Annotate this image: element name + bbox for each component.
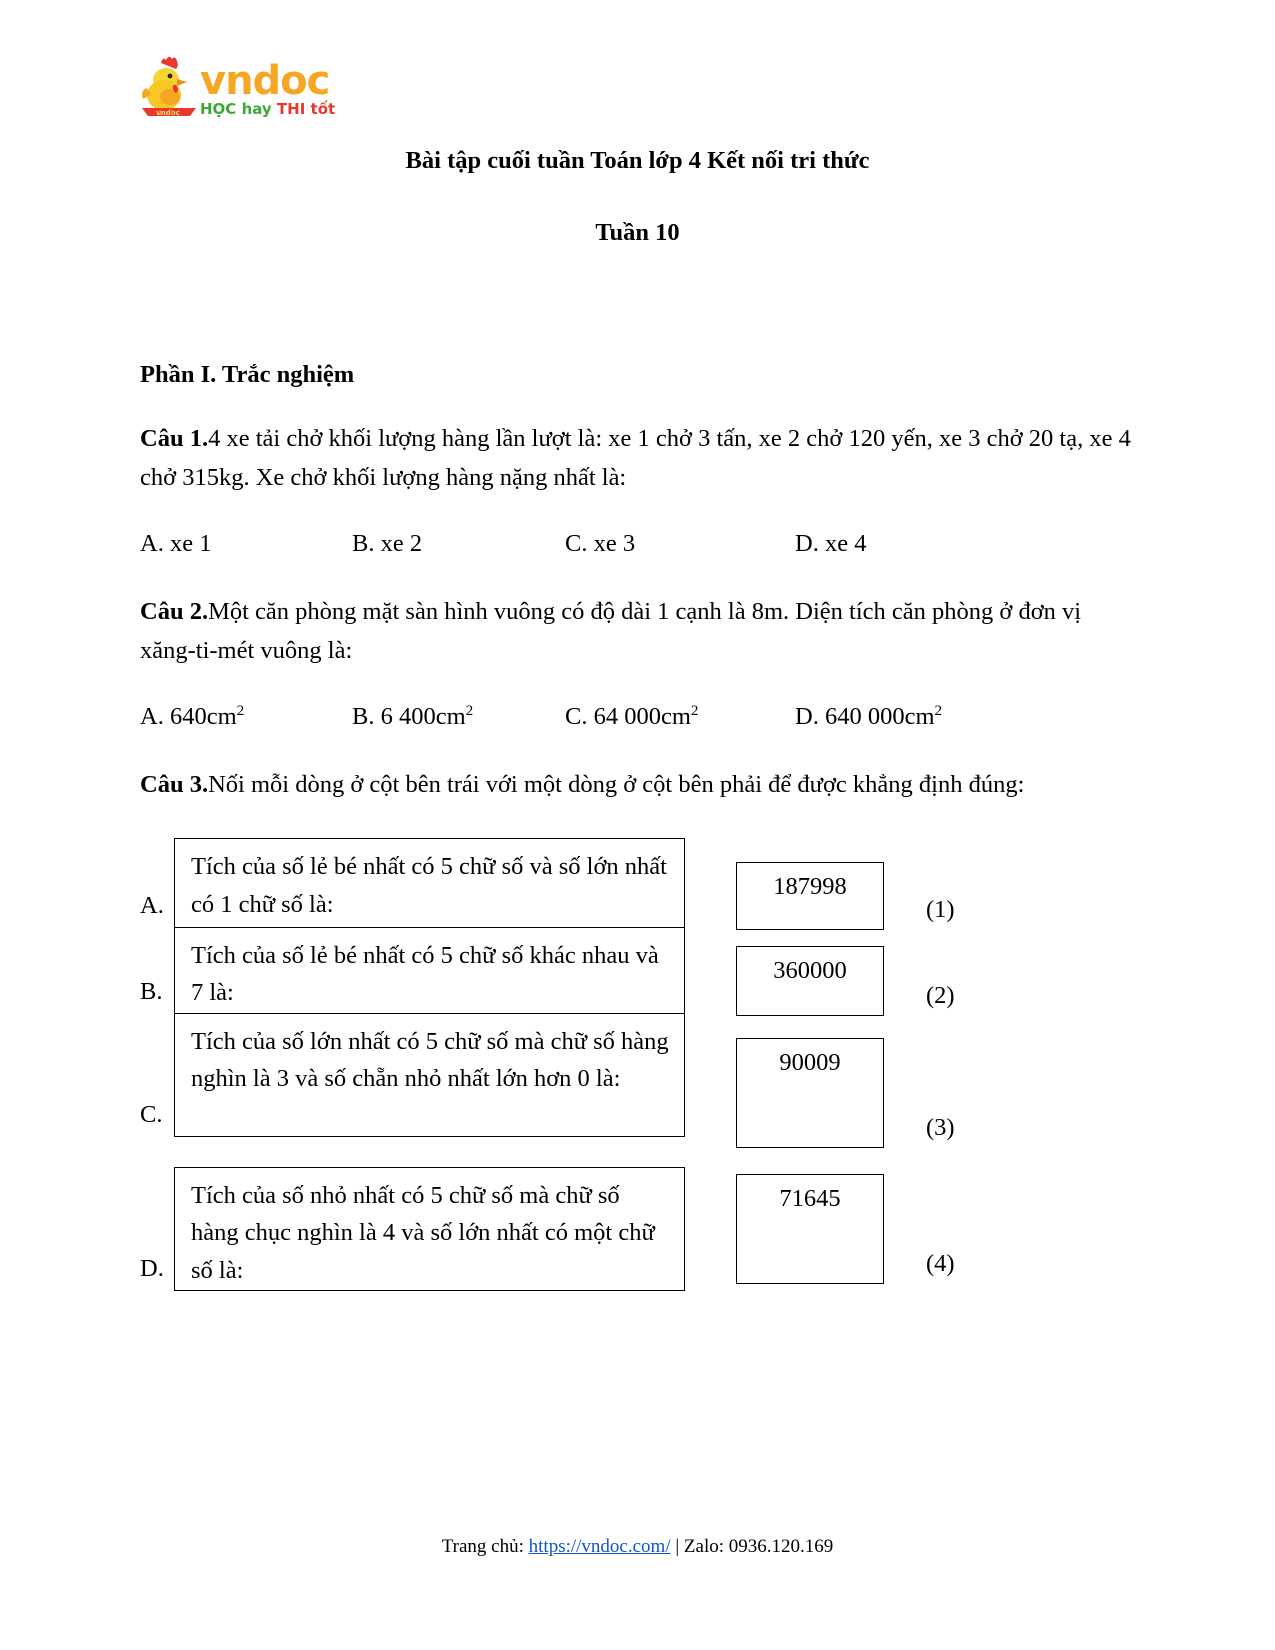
option-1-b[interactable]: B. xe 2 [352, 529, 423, 557]
section-heading: Phần I. Trắc nghiệm [140, 360, 355, 388]
vndoc-logo[interactable] [140, 48, 335, 120]
option-2-c-text: C. 64 000cm [565, 702, 691, 730]
matching-value-row-2[interactable] [736, 946, 1056, 1016]
question-1-options [140, 498, 1135, 564]
svg-text:vndoc: vndoc [156, 109, 180, 117]
matching-number-3: (3) [926, 1113, 955, 1141]
question-3 [140, 737, 1135, 805]
matching-statement-c[interactable]: Tích của số lớn nhất có 5 chữ số mà chữ số hàng nghìn là 3 và số chẵn nhỏ nhất lớn hơn 0 là: [174, 1013, 685, 1137]
option-2-b[interactable] [352, 697, 565, 737]
option-2-d-text: D. 640 000cm [795, 702, 935, 730]
matching-statement-a[interactable]: Tích của số lẻ bé nhất có 5 chữ số và số lớn nhất có 1 chữ số là: [174, 838, 685, 928]
tagline-hay: hay [241, 100, 272, 118]
logo-text [200, 58, 336, 120]
option-1-a[interactable]: A. xe 1 [140, 529, 212, 557]
option-2-a-text: A. 640cm [140, 702, 237, 730]
footer-website-link[interactable]: https://vndoc.com/ [528, 1536, 671, 1557]
question-1-label: Câu 1. [140, 424, 209, 452]
tagline-thi: THI [276, 100, 306, 118]
option-2-b-text: B. 6 400cm [352, 702, 466, 730]
matching-row-a[interactable] [140, 838, 685, 928]
matching-letter-d: D. [140, 1254, 164, 1282]
option-2-b-superscript: 2 [465, 701, 474, 719]
matching-statement-d[interactable]: Tích của số nhỏ nhất có 5 chữ số mà chữ số hàng chục nghìn là 4 và số lớn nhất có một chữ số là: [174, 1167, 685, 1291]
footer-suffix: | Zalo: 0936.120.169 [670, 1536, 834, 1557]
matching-exercise [140, 838, 1135, 1308]
matching-value-row-1[interactable] [736, 862, 1056, 930]
logo-tagline [200, 101, 335, 118]
question-3-text: Nối mỗi dòng ở cột bên trái với một dòng ở cột bên phải để được khẳng định đúng: [208, 770, 1025, 798]
matching-value-row-3[interactable] [736, 1038, 1056, 1148]
question-3-label: Câu 3. [140, 770, 209, 798]
matching-number-4: (4) [926, 1249, 955, 1277]
matching-right-column [736, 862, 1056, 1284]
matching-number-1: (1) [926, 895, 955, 923]
matching-letter-a: A. [140, 891, 164, 919]
matching-number-2: (2) [926, 981, 955, 1009]
matching-value-1[interactable]: 187998 [736, 862, 884, 930]
rooster-mascot-icon [140, 54, 196, 120]
option-2-c[interactable] [565, 697, 795, 737]
option-2-a[interactable] [140, 697, 352, 737]
option-2-c-superscript: 2 [690, 701, 699, 719]
tagline-tot: tốt [310, 100, 336, 118]
matching-letter-c: C. [140, 1100, 163, 1128]
footer-prefix: Trang chủ: [441, 1536, 529, 1557]
question-1-text: 4 xe tải chở khối lượng hàng lần lượt là: xe 1 chở 3 tấn, xe 2 chở 120 yến, xe 3 chở 20 tạ, xe 4 chở 315kg. Xe chở khối lượng hàng nặng nhất là: [140, 424, 1131, 492]
option-1-c[interactable]: C. xe 3 [565, 529, 636, 557]
option-2-d-superscript: 2 [934, 701, 943, 719]
page-footer [0, 1536, 1275, 1558]
matching-value-4[interactable]: 71645 [736, 1174, 884, 1284]
tagline-hoc: HỌC [200, 100, 237, 118]
question-1 [140, 391, 1135, 498]
logo-wordmark: vndoc [200, 58, 330, 104]
matching-letter-b: B. [140, 978, 163, 1006]
matching-row-b[interactable] [140, 927, 685, 1015]
matching-value-2[interactable]: 360000 [736, 946, 884, 1016]
matching-value-row-4[interactable] [736, 1174, 1056, 1284]
question-2-options [140, 671, 1135, 737]
matching-row-d[interactable] [140, 1167, 685, 1291]
matching-left-column [140, 838, 685, 1291]
matching-value-3[interactable]: 90009 [736, 1038, 884, 1148]
question-2 [140, 564, 1135, 671]
page-subtitle: Tuần 10 [595, 218, 680, 246]
matching-statement-b[interactable]: Tích của số lẻ bé nhất có 5 chữ số khác nhau và 7 là: [174, 927, 685, 1015]
option-2-d[interactable] [795, 697, 942, 737]
matching-row-c[interactable] [140, 1013, 685, 1137]
option-1-d[interactable]: D. xe 4 [795, 529, 867, 557]
question-2-label: Câu 2. [140, 597, 209, 625]
option-2-a-superscript: 2 [236, 701, 245, 719]
question-2-text: Một căn phòng mặt sàn hình vuông có độ dài 1 cạnh là 8m. Diện tích căn phòng ở đơn vị xăng-ti-mét vuông là: [140, 597, 1082, 665]
page-title: Bài tập cuối tuần Toán lớp 4 Kết nối tri thức [405, 147, 870, 174]
